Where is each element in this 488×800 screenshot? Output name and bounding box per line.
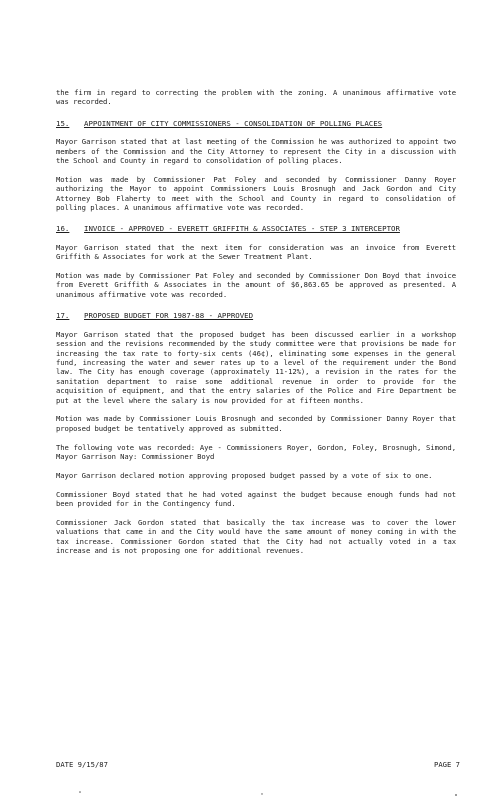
section-16-paragraph: Motion was made by Commissioner Pat Foley and seconded by Commissioner Don Boyd that invoice from Everett Griffith & Associates in the amount of $6,863.65 be approved as presented. A unanimous affirmative vote was recorded. [56, 271, 456, 299]
section-16-paragraph: Mayor Garrison stated that the next item for consideration was an invoice from Everett Griffith & Associates for work at the Sewer Treatment Plant. [56, 242, 456, 262]
section-title: APPOINTMENT OF CITY COMMISSIONERS - CONSOLIDATION OF POLLING PLACES [84, 118, 383, 128]
section-number: 15. [56, 118, 70, 128]
footer-date: DATE 9/15/87 [56, 760, 108, 769]
section-17-paragraph: Motion was made by Commissioner Louis Brosnugh and seconded by Commissioner Danny Royer that proposed budget be tentatively approved as submitted. [56, 414, 456, 433]
section-title: PROPOSED BUDGET FOR 1987-88 - APPROVED [84, 311, 254, 321]
section-17-paragraph: Mayor Garrison stated that the proposed budget has been discussed earlier in a workshop session and the revisions recommended by the study committee were that provisions be made for increasing the tax rate to forty-six cents (46¢), eliminating some expenses in the general fund, increasing the water and sewer rates up to a level of the requirement under the Bond law. The City has enough coverage (approximately 11-12%), a revision in the rates for the sanitation department to raise some additional revenue in order to provide for the acquisition of equipment, and that the entry salaries of the Police and Fire Department be put at the level where the salary is now provided for at fifteen months. [56, 329, 456, 405]
section-15-paragraph: Motion was made by Commissioner Pat Foley and seconded by Commissioner Danny Royer authorizing the Mayor to appoint Commissioners Louis Brosnugh and Jack Gordon and City Attorney Bob Flaherty to meet with the School and County in regard to consolidation of polling places. A unanimous affirmative vote was recorded. [56, 174, 456, 213]
intro-paragraph: the firm in regard to correcting the problem with the zoning. A unanimous affirmative vote was recorded. [56, 88, 456, 107]
footer-page-number: PAGE 7 [434, 760, 460, 769]
section-17-paragraph: The following vote was recorded: Aye - Commissioners Royer, Gordon, Foley, Brosnugh, Simond, Mayor Garrison Nay: Commissioner Boyd [56, 442, 456, 461]
section-17-paragraph: Mayor Garrison declared motion approving proposed budget passed by a vote of six to one. [56, 470, 433, 480]
section-title: INVOICE - APPROVED - EVERETT GRIFFITH & ASSOCIATES - STEP 3 INTERCEPTOR [84, 224, 400, 234]
section-15-paragraph: Mayor Garrison stated that at last meeting of the Commission he was authorized to appoint two members of the Commission and the City Attorney to represent the City in a discussion with the School and County in regard to consolidation of polling places. [56, 137, 456, 166]
section-17-paragraph: Commissioner Boyd stated that he had voted against the budget because enough funds had not been provided for in the Contingency fund. [56, 489, 456, 508]
section-17-paragraph: Commissioner Jack Gordon stated that basically the tax increase was to cover the lower valuations that came in and the City would have the same amount of money coming in with the tax increase. Commissioner Gordon stated that the City had not actually voted in a tax increase and is not proposing one for additional revenues. [56, 517, 456, 555]
section-number: 16. [56, 224, 70, 234]
section-number: 17. [56, 311, 70, 321]
